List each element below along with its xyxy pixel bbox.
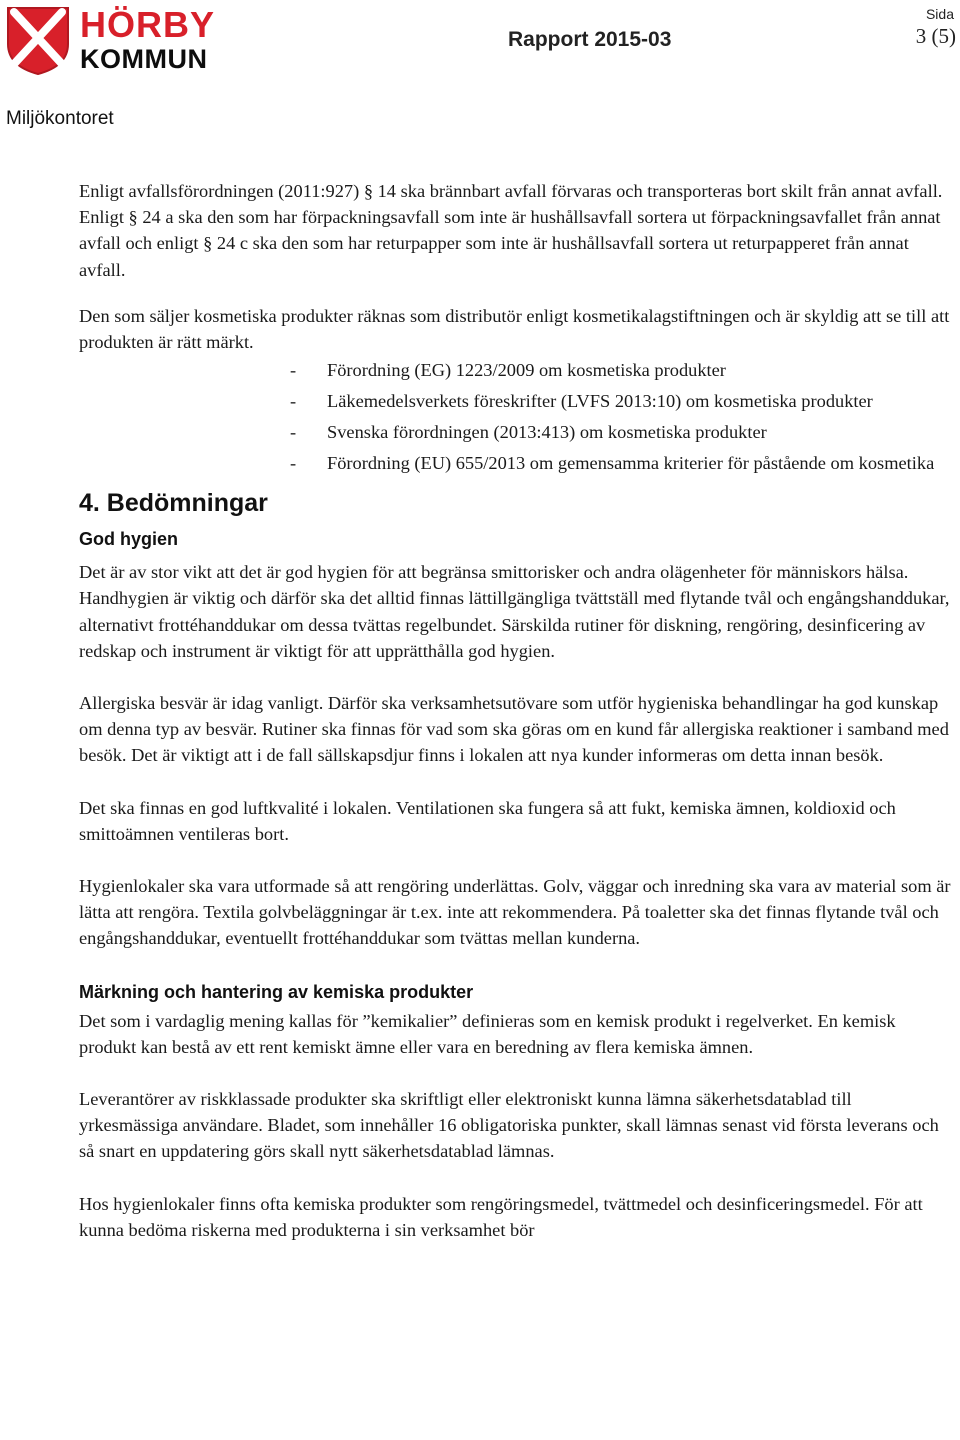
- list-item: - Läkemedelsverkets föreskrifter (LVFS 2013:10) om kosmetiska produkter: [290, 386, 951, 417]
- paragraph-waste-regulation: Enligt avfallsförordningen (2011:927) § 14 ska brännbart avfall förvaras och transporteras bort skilt från annat avfall. Enligt § 24 a ska den som har förpackningsavfall som inte är hushållsavfall sortera ut förpackningsavfallet från annat avfall och enligt § 24 c ska den som har returpapper som inte är hushållsavfall sortera ut returpapperet från annat avfall.: [79, 181, 943, 280]
- paragraph-hygiene-1: Det är av stor vikt att det är god hygien för att begränsa smittorisker och andra olägenheter för människors hälsa. Handhygien är viktig och därför ska det alltid finnas lättillgängliga tvättställ med flytande tvål och engångshanddukar, alternativt frottéhanddukar om dessa tvättas regelbundet. Särskilda rutiner för diskning, rengöring, desinficering av redskap och instrument är viktigt för att upprätthålla god hygien.: [79, 562, 950, 661]
- paragraph-chemicals-1: Det som i vardaglig mening kallas för ”kemikalier” definieras som en kemisk produkt i regelverket. En kemisk produkt kan bestå av ett rent kemiskt ämne eller vara en beredning av flera kemiska ämnen.: [79, 1010, 896, 1057]
- paragraph-hygiene-3: Det ska finnas en god luftkvalité i lokalen. Ventilationen ska fungera så att fukt, kemiska ämnen, koldioxid och smittoämnen ventileras bort.: [79, 797, 896, 844]
- page-number: 3 (5): [915, 24, 956, 48]
- paragraph-chemicals-2: Leverantörer av riskklassade produkter ska skriftligt eller elektroniskt kunna lämna säkerhetsdatablad till yrkesmässiga användare. Bladet, som innehåller 16 obligatoriska punkter, skall lämnas senast vid första leverans och så snart en uppdatering görs skall nytt säkerhetsdatablad lämnas.: [79, 1089, 939, 1162]
- page-label: Sida: [925, 6, 954, 22]
- list-item: - Förordning (EG) 1223/2009 om kosmetiska produkter: [290, 355, 951, 386]
- document-body: [79, 178, 951, 1243]
- subheading-hygiene: God hygien: [79, 529, 178, 550]
- report-title: Rapport 2015-03: [508, 28, 672, 51]
- list-item: - Svenska förordningen (2013:413) om kosmetiska produkter: [290, 417, 951, 448]
- paragraph-hygiene-2: Allergiska besvär är idag vanligt. Därför ska verksamhetsutövare som utför hygieniska behandlingar ha god kunskap om denna typ av besvär. Rutiner ska finnas för vad som ska göras om en kund får allergiska reaktioner i samband med besök. Det är viktigt att i de fall sällskapsdjur finns i lokalen att nya kunder informeras om detta innan besök.: [79, 693, 949, 766]
- list-item: - Förordning (EU) 655/2013 om gemensamma kriterier för påstående om kosmetika: [290, 448, 951, 479]
- paragraph-cosmetics-distributor: Den som säljer kosmetiska produkter räknas som distributör enligt kosmetikalagstiftningen och är skyldig att se till att produkten är rätt märkt.: [79, 305, 950, 353]
- hörby-kommun-logo: [6, 4, 216, 76]
- logo-text-bottom: KOMMUN: [80, 44, 208, 74]
- regulation-list: [79, 355, 951, 479]
- logo-text-top: HÖRBY: [80, 4, 216, 45]
- coat-of-arms-icon: [6, 6, 70, 76]
- section-heading: 4. Bedömningar: [79, 489, 268, 518]
- department-name: Miljökontoret: [6, 108, 114, 129]
- paragraph-chemicals-3: Hos hygienlokaler finns ofta kemiska produkter som rengöringsmedel, tvättmedel och desinficeringsmedel. För att kunna bedöma riskerna med produkterna i sin verksamhet bör: [79, 1193, 923, 1240]
- subheading-chemicals: Märkning och hantering av kemiska produkter: [79, 981, 474, 1002]
- paragraph-hygiene-4: Hygienlokaler ska vara utformade så att rengöring underlättas. Golv, väggar och inredning ska vara av material som är lätta att rengöra. Textila golvbeläggningar är t.ex. inte att rekommendera. På toaletter ska det finnas flytande tvål och engångshanddukar, eventuellt frottéhanddukar som tvättas mellan kunderna.: [79, 876, 951, 949]
